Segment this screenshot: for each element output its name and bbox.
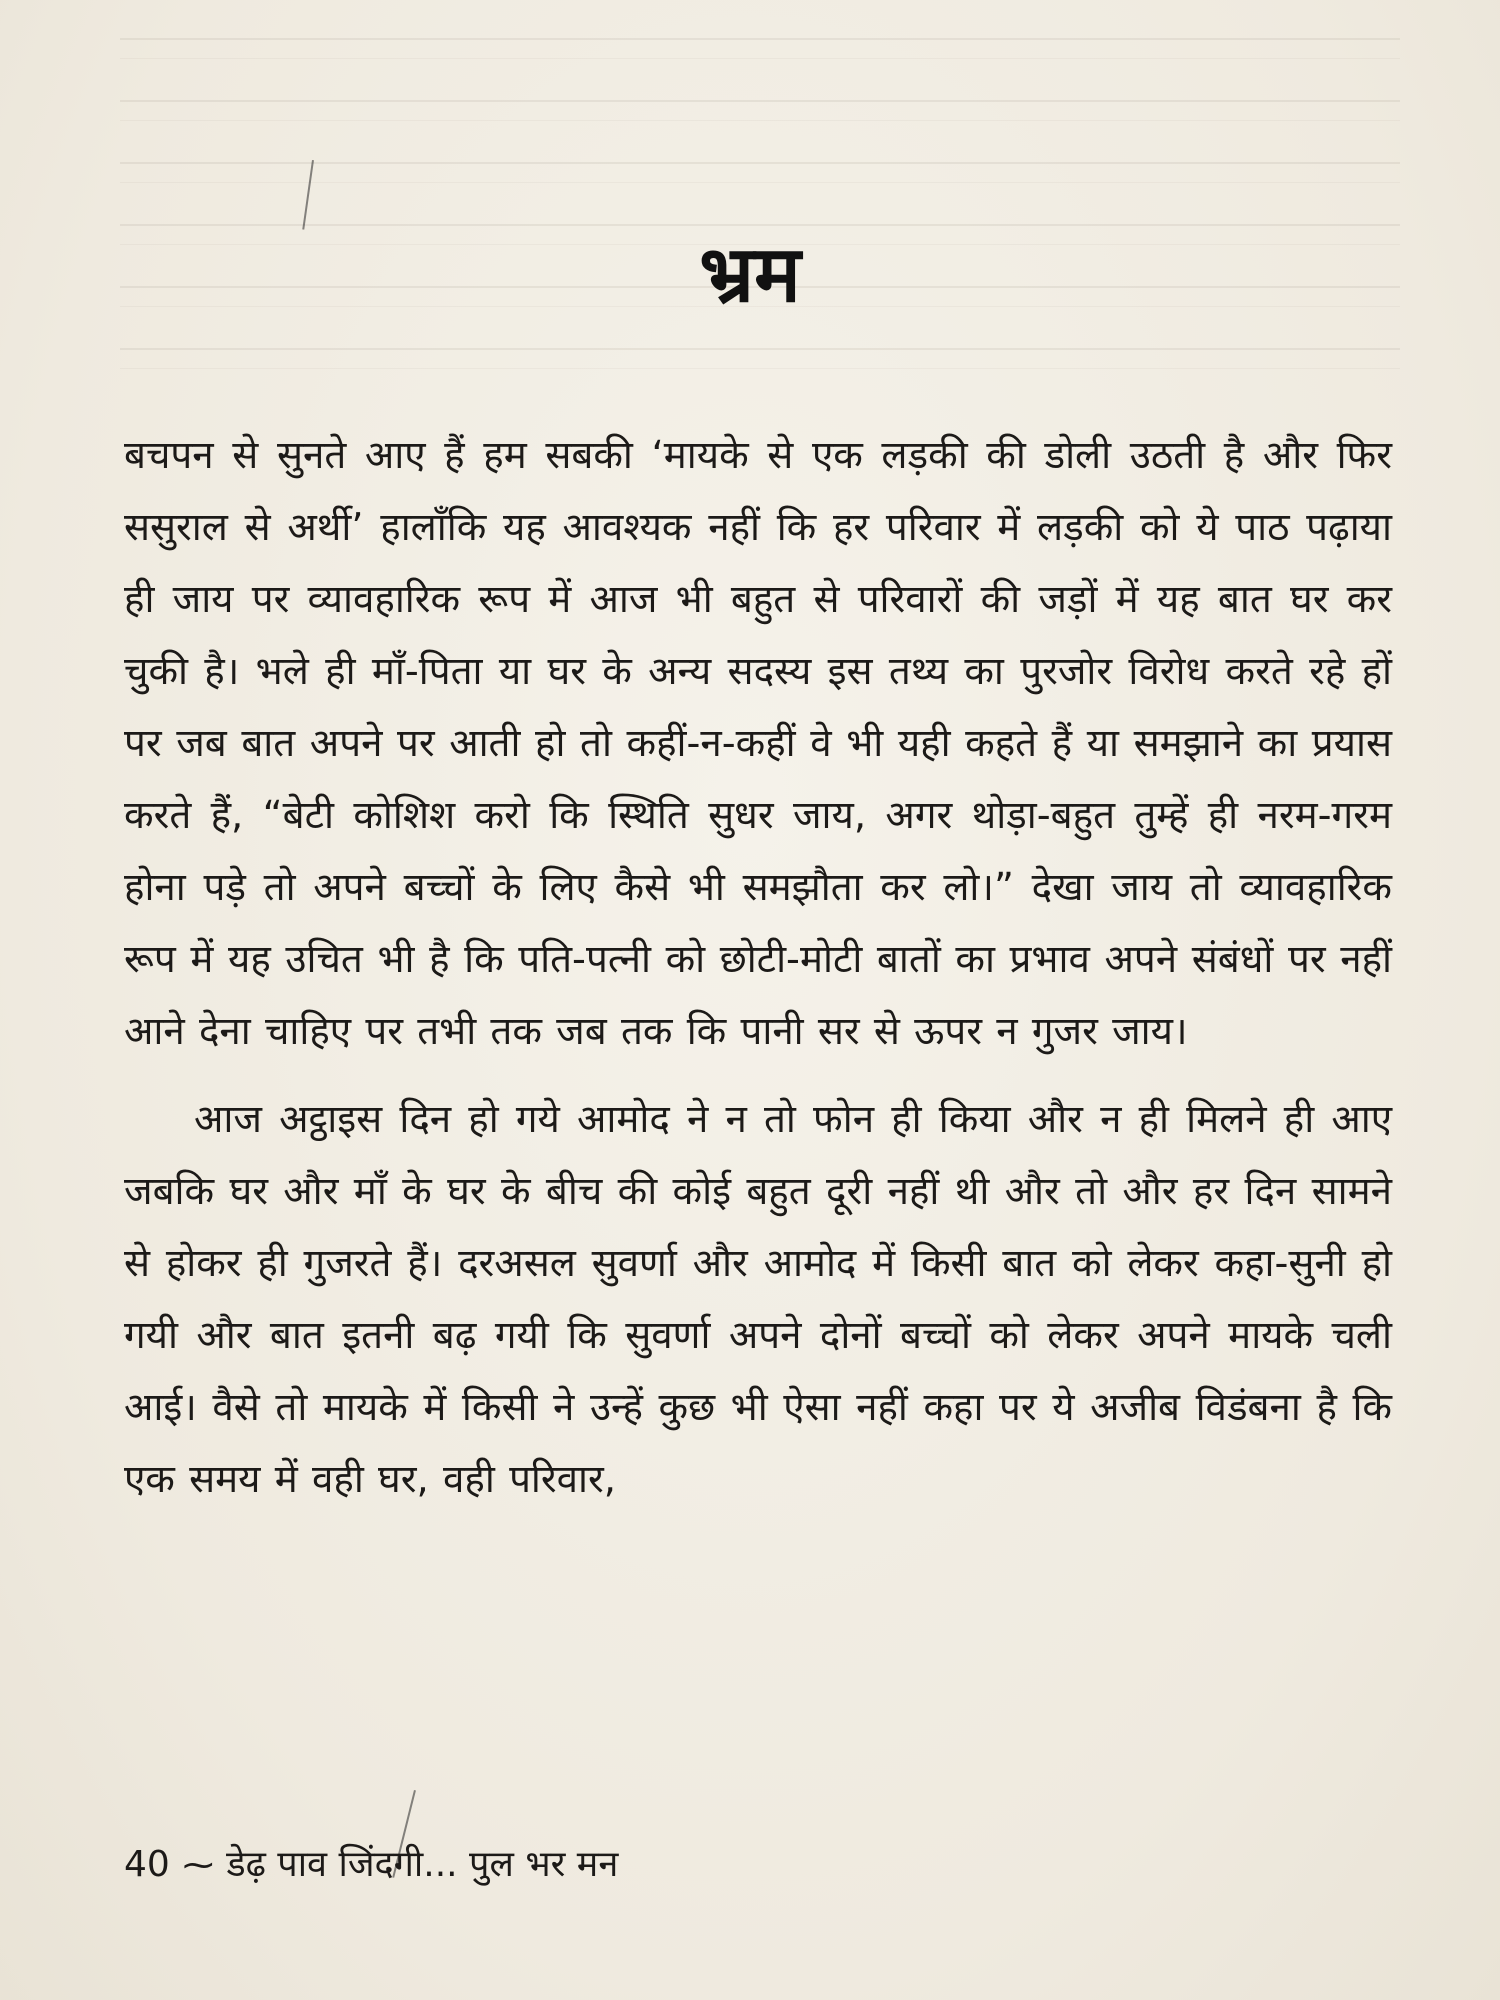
body-text — [124, 420, 1392, 1516]
paragraph-2: आज अट्ठाइस दिन हो गये आमोद ने न तो फोन ही किया और न ही मिलने ही आए जबकि घर और माँ के घर के बीच की कोई बहुत दूरी नहीं थी और तो और हर दिन सामने से होकर ही गुजरते हैं। दरअसल सुवर्णा और आमोद में किसी बात को लेकर कहा-सुनी हो गयी और बात इतनी बढ़ गयी कि सुवर्णा अपने दोनों बच्चों को लेकर अपने मायके चली आई। वैसे तो मायके में किसी ने उन्हें कुछ भी ऐसा नहीं कहा पर ये अजीब विडंबना है कि एक समय में वही घर, वही परिवार, — [124, 1097, 1392, 1502]
show-through-line — [120, 100, 1400, 121]
show-through-line — [120, 348, 1400, 369]
ornament-icon: ~ — [179, 1845, 217, 1885]
paragraph-1: बचपन से सुनते आए हैं हम सबकी ‘मायके से एक लड़की की डोली उठती है और फिर ससुराल से अर्थी’ हालाँकि यह आवश्यक नहीं कि हर परिवार में लड़की को ये पाठ पढ़ाया ही जाय पर व्यावहारिक रूप में आज भी बहुत से परिवारों की जड़ों में यह बात घर कर चुकी है। भले ही माँ-पिता या घर के अन्य सदस्य इस तथ्य का पुरजोर विरोध करते रहे हों पर जब बात अपने पर आती हो तो कहीं-न-कहीं वे भी यही कहते हैं या समझाने का प्रयास करते हैं, “बेटी कोशिश करो कि स्थिति सुधर जाय, अगर थोड़ा-बहुत तुम्हें ही नरम-गरम होना पड़े तो अपने बच्चों के लिए कैसे भी समझौता कर लो।” देखा जाय तो व्यावहारिक रूप में यह उचित भी है कि पति-पत्नी को छोटी-मोटी बातों का प्रभाव अपने संबंधों पर नहीं आने देना चाहिए पर तभी तक जब तक कि पानी सर से ऊपर न गुजर जाय। — [124, 433, 1392, 1054]
show-through-line — [120, 38, 1400, 59]
page-footer — [124, 1840, 618, 1890]
book-title: डेढ़ पाव जिंदगी... पुल भर मन — [226, 1844, 619, 1885]
chapter-title: भ्रम — [699, 230, 801, 321]
page-number: 40 — [124, 1844, 170, 1885]
